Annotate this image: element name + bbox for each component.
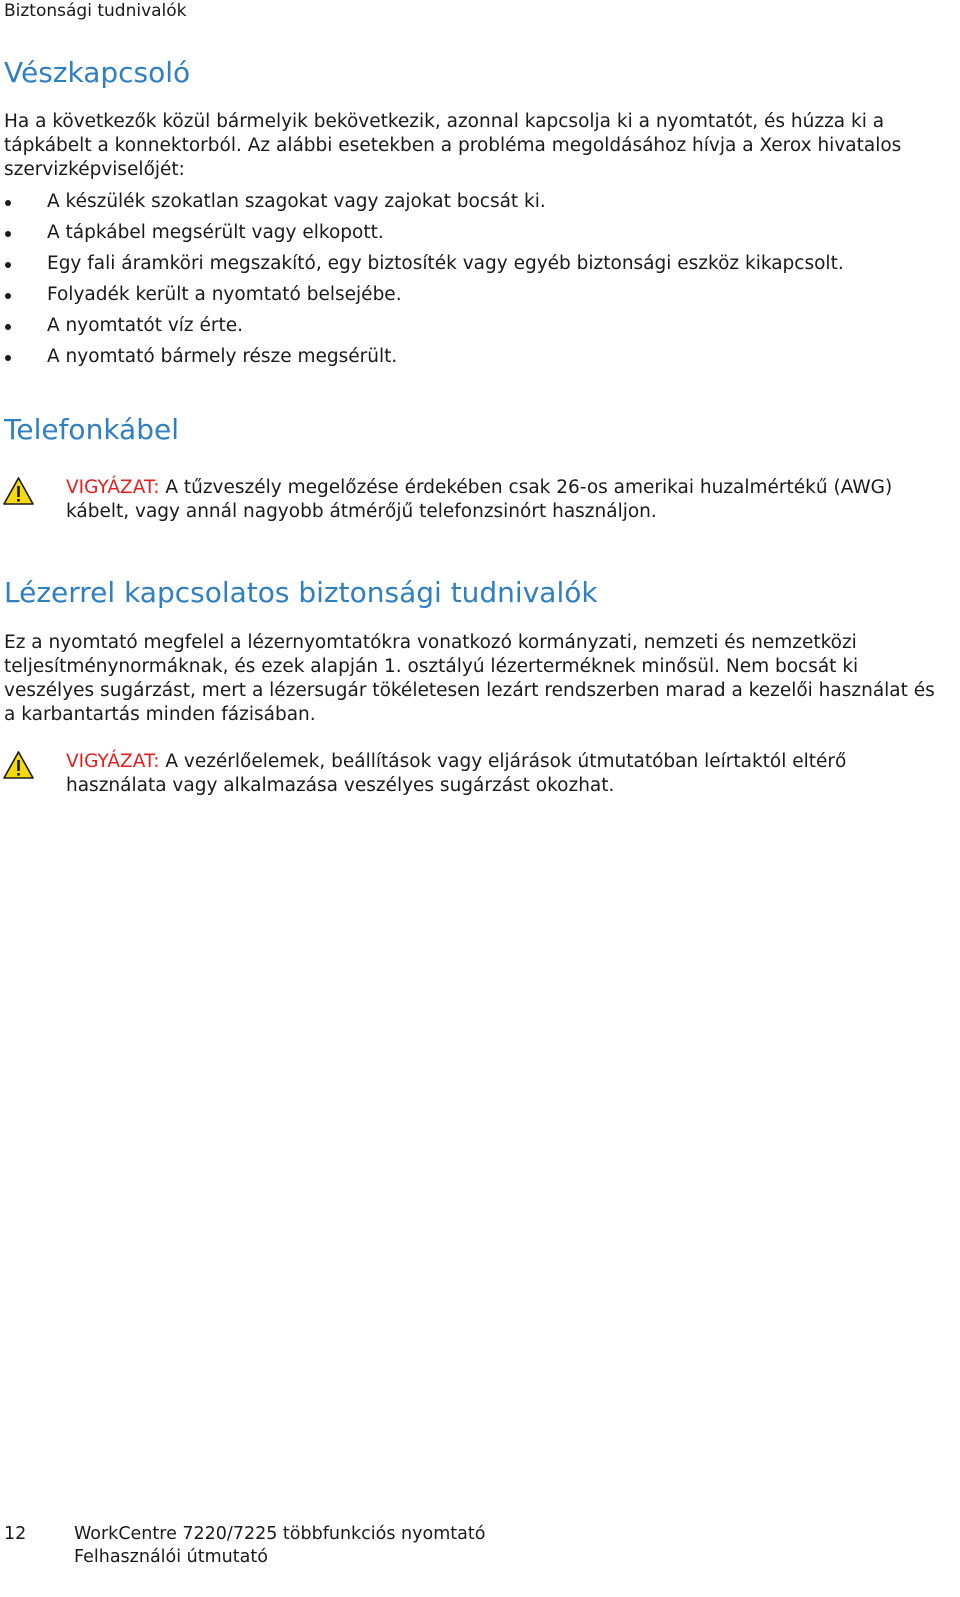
phone-cable-warning-text (66, 476, 946, 524)
laser-safety-paragraph: Ez a nyomtató megfelel a lézernyomtatókra vonatkozó kormányzati, nemzeti és nemzetközi teljesítménynormáknak, és ezek alapján 1. osztályú lézerterméknek minősül. Nem bocsát ki veszélyes sugárzást, mert a lézersugár tökéletesen lezárt rendszerben marad a kezelői használat és a karbantartás minden fázisában. (4, 632, 935, 725)
warning-label: VIGYÁZAT: (66, 477, 160, 498)
product-name: WorkCentre 7220/7225 többfunkciós nyomtató (74, 1524, 486, 1544)
list-item-text: A nyomtatót víz érte. (47, 315, 244, 336)
list-item (4, 222, 844, 253)
list-item (4, 253, 844, 284)
list-item-text: Folyadék került a nyomtató belsejébe. (47, 284, 402, 305)
emergency-conditions-list (4, 191, 844, 377)
bullet-icon (5, 231, 11, 237)
warning-body: A tűzveszély megelőzése érdekében csak 26-os amerikai huzalmértékű (AWG) kábelt, vagy annál nagyobb átmérőjű telefonzsinórt használjon. (66, 477, 893, 522)
list-item (4, 315, 844, 346)
section-heading-laser-safety: Lézerrel kapcsolatos biztonsági tudnivalók (4, 576, 598, 609)
laser-warning-text (66, 750, 946, 798)
bullet-icon (5, 262, 11, 268)
section-heading-emergency-switch: Vészkapcsoló (4, 56, 191, 89)
list-item (4, 191, 844, 222)
emergency-intro-paragraph: Ha a következők közül bármelyik bekövetkezik, azonnal kapcsolja ki a nyomtatót, és húzza ki a tápkábelt a konnektorból. Az alábbi esetekben a probléma megoldásához hívja a Xerox hivatalos szervizképviselőjét: (4, 111, 902, 180)
list-item-text: A készülék szokatlan szagokat vagy zajokat bocsát ki. (47, 191, 546, 212)
guide-title: Felhasználói útmutató (74, 1547, 268, 1567)
section-heading-phone-cable: Telefonkábel (4, 413, 179, 446)
list-item-text: A nyomtató bármely része megsérült. (47, 346, 398, 367)
list-item-text: Egy fali áramköri megszakító, egy biztosíték vagy egyéb biztonsági eszköz kikapcsolt. (47, 253, 844, 274)
page-number: 12 (4, 1524, 27, 1544)
warning-label: VIGYÁZAT: (66, 751, 160, 772)
bullet-icon (5, 324, 11, 330)
list-item-text: A tápkábel megsérült vagy elkopott. (47, 222, 384, 243)
running-header: Biztonsági tudnivalók (4, 1, 187, 21)
list-item (4, 284, 844, 315)
bullet-icon (5, 200, 11, 206)
bullet-icon (5, 355, 11, 361)
warning-triangle-icon (2, 750, 35, 780)
warning-body: A vezérlőelemek, beállítások vagy eljárások útmutatóban leírtaktól eltérő használata vagy alkalmazása veszélyes sugárzást okozhat. (66, 751, 847, 796)
bullet-icon (5, 293, 11, 299)
list-item (4, 346, 844, 377)
warning-triangle-icon (2, 476, 35, 506)
